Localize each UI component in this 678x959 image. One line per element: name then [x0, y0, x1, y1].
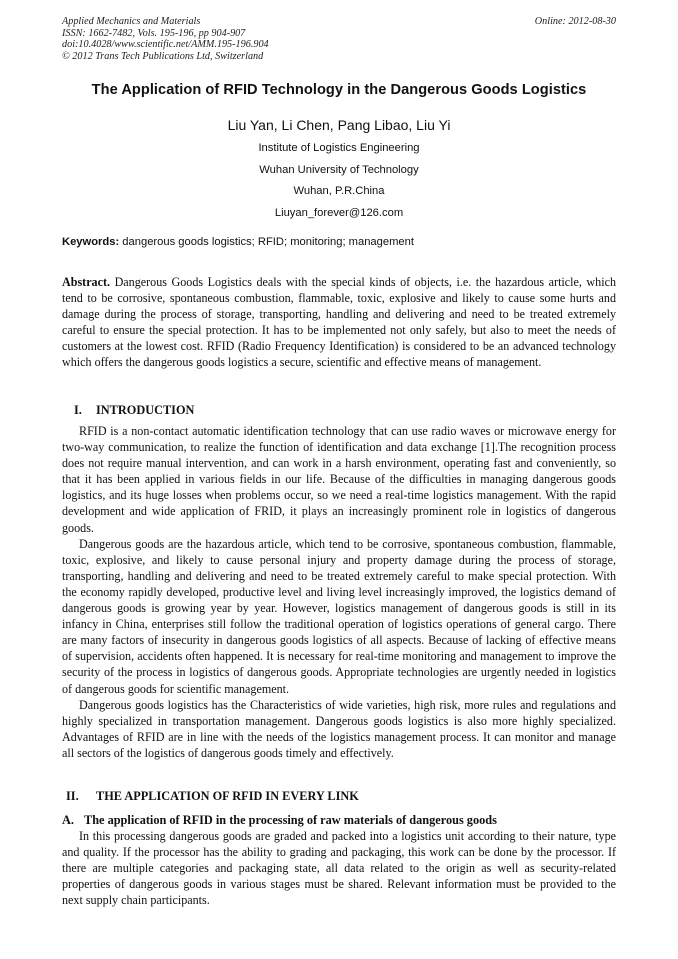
- abstract-text: Dangerous Goods Logistics deals with the special kinds of objects, i.e. the hazardous article, which tend to be corrosive, spontaneous combustion, flammable, toxic, explosive and likely to cause some hurts and damage during the process of storage, transporting, handling and delivering and need to be treated extremely careful to ensure the special protection. It has to be implemented not only safely, but also to meet the needs of customers at the lowest cost. RFID (Radio Frequency Identification) is considered to be an advanced technology which offers the dangerous goods logistics a secure, scientific and effective means of management.: [62, 275, 616, 370]
- author-email: Liuyan_forever@126.com: [274, 206, 404, 219]
- keywords-line: [62, 236, 616, 248]
- paragraph: RFID is a non-contact automatic identification technology that can use radio waves or microwave energy for two-way communication, to realize the function of identification and data exchange [1].The recognition process does not require manual intervention, and can work in a harsh environment, operating fast and conveniently, so that it has been applied in various fields in our life. Because of the difficulties in managing dangerous goods logistics, and its huge losses when problems occur, so we need a real-time logistics management. With the rapid development and wide application of FRID, it plays an increasingly prominent role in logistics of dangerous goods.: [62, 424, 616, 535]
- affiliation-block: [0, 138, 678, 224]
- section-title: THE APPLICATION OF RFID IN EVERY LINK: [96, 789, 359, 803]
- section-heading-introduction: [74, 403, 194, 418]
- online-date: Online: 2012-08-30: [534, 16, 616, 27]
- subsection-heading: [62, 813, 497, 828]
- section-number: II.: [66, 789, 79, 803]
- introduction-body: [62, 423, 616, 761]
- paper-title: The Application of RFID Technology in the Dangerous Goods Logistics: [91, 82, 587, 98]
- author-list: Liu Yan, Li Chen, Pang Libao, Liu Yi: [227, 117, 451, 133]
- keywords-label: Keywords:: [62, 236, 120, 248]
- copyright-line: © 2012 Trans Tech Publications Ltd, Switzerland: [62, 50, 264, 62]
- section-number: I.: [74, 403, 82, 417]
- subsection-number: A.: [62, 813, 74, 827]
- keywords-text: dangerous goods logistics; RFID; monitoring; management: [119, 236, 414, 248]
- issn-line: ISSN: 1662-7482, Vols. 195-196, pp 904-907: [62, 27, 246, 39]
- journal-header: [62, 16, 616, 62]
- paragraph: Dangerous goods logistics has the Characteristics of wide varieties, high risk, more rules and regulations and highly specialized in transportation management. Dangerous goods logistics is also more highly specialized. Advantages of RFID are in line with the needs of the logistics management process. It can monitor and manage all sectors of the logistics of dangerous goods timely and effectively.: [62, 697, 616, 760]
- doi-line: doi:10.4028/www.scientific.net/AMM.195-196.904: [62, 39, 269, 51]
- section-heading-application: [66, 789, 359, 804]
- abstract-label: Abstract.: [62, 275, 111, 289]
- subsection-title: The application of RFID in the processing of raw materials of dangerous goods: [84, 813, 497, 827]
- city-name: Wuhan, P.R.China: [293, 185, 385, 197]
- journal-name: Applied Mechanics and Materials: [62, 16, 201, 27]
- abstract-block: [62, 274, 616, 371]
- university-name: Wuhan University of Technology: [259, 163, 419, 176]
- paragraph: In this processing dangerous goods are graded and packed into a logistics unit according to their nature, type and quality. If the processor has the ability to grading and packaging, this work can be done by the processor. If there are multiple categories and packaging state, all data related to the origin as well as security-related properties of dangerous goods in various stages must be shared. Relevant information must be provided to the next supply chain participants.: [62, 829, 616, 908]
- section-title: INTRODUCTION: [96, 403, 195, 417]
- paragraph: Dangerous goods are the hazardous article, which tend to be corrosive, spontaneous combustion, flammable, toxic, explosive, and likely to cause personal injury and property damage during the process of storage, transporting, handling and delivering and need to be treated extremely careful to make special protection. With the economy rapidly developed, productive level and living level increasingly improved, the logistics demand of dangerous goods is growing year by year. However, logistics management of dangerous goods is still in its infancy in China, enterprises still follow the traditional operation of logistics operations of general cargo. There are many factors of insecurity in dangerous goods logistics of all aspects. Because of lacking of effective means of supervision, accidents often happened. It is necessary for real-time monitoring and management to improve the security of the process in logistics of dangerous goods. Appropriate technologies are urgently needed in logistics of dangerous goods for scientific management.: [62, 536, 616, 696]
- subsection-body: [62, 828, 616, 908]
- institute-name: Institute of Logistics Engineering: [258, 142, 420, 154]
